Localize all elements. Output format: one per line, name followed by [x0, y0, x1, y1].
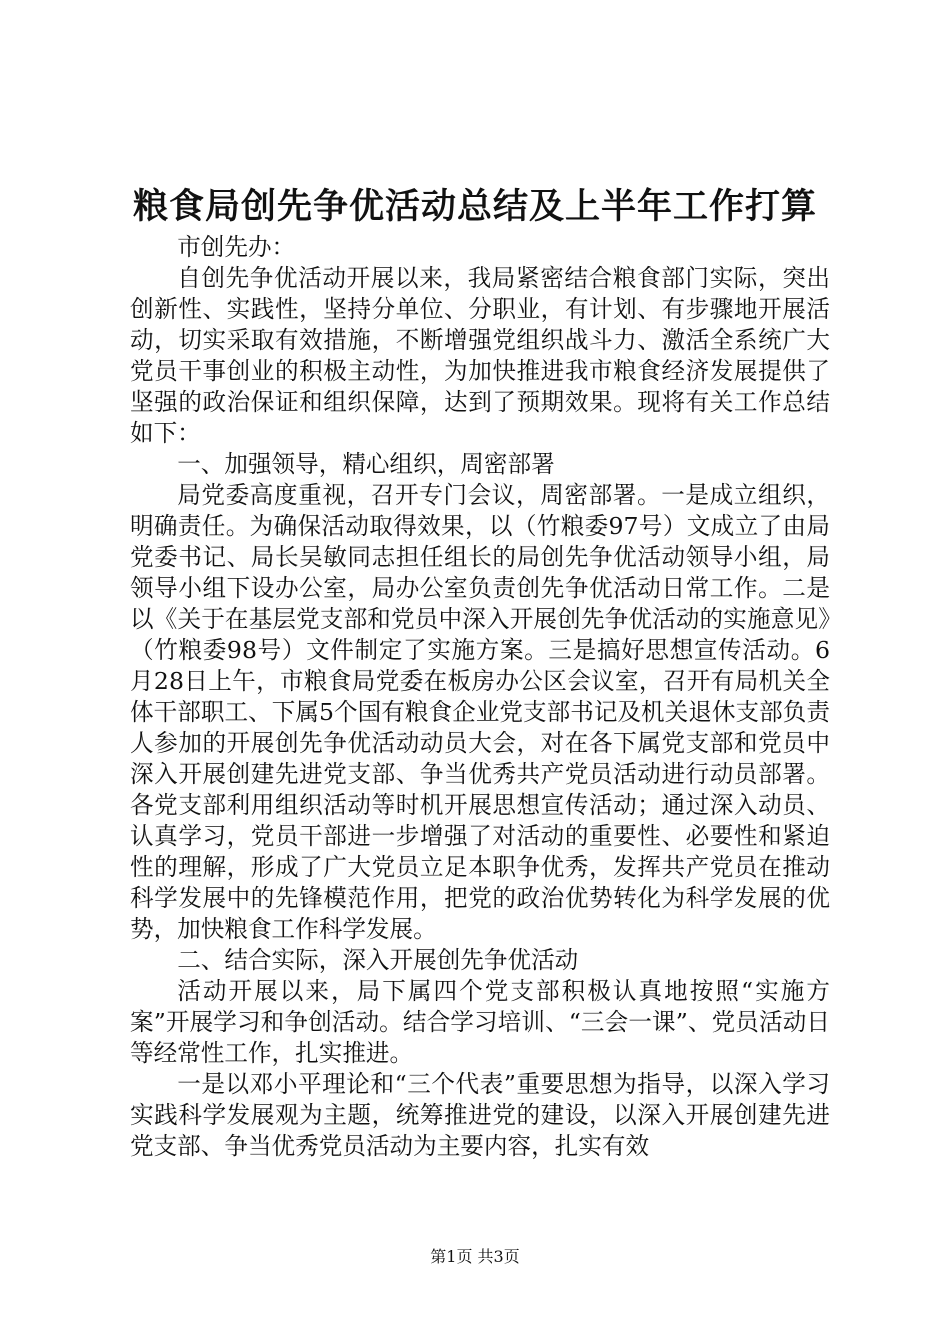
document-title: 粮食局创先争优活动总结及上半年工作打算	[132, 187, 817, 227]
section-heading-1: 一、加强领导，精心组织，周密部署	[177, 450, 555, 478]
section-heading-2: 二、结合实际，深入开展创先争优活动	[177, 946, 579, 974]
paragraph-section-1: 局党委高度重视，召开专门会议，周密部署。一是成立组织，明确责任。为确保活动取得效果，以（竹粮委97号）文成立了由局党委书记、局长吴敏同志担任组长的局创先争优活动领导小组，局领导小组下设办公室，局办公室负责创先争优活动日常工作。二是以《关于在基层党支部和党员中深入开展创先争优活动的实施意见》（竹粮委98号）文件制定了实施方案。三是搞好思想宣传活动。6月28日上午，市粮食局党委在板房办公区会议室，召开有局机关全体干部职工、下属5个国有粮食企业党支部书记及机关退休支部负责人参加的开展创先争优活动动员大会，对在各下属党支部和党员中深入开展创建先进党支部、争当优秀共产党员活动进行动员部署。各党支部利用组织活动等时机开展思想宣传活动；通过深入动员、认真学习，党员干部进一步增强了对活动的重要性、必要性和紧迫性的理解，形成了广大党员立足本职争优秀，发挥共产党员在推动科学发展中的先锋模范作用，把党的政治优势转化为科学发展的优势，加快粮食工作科学发展。	[130, 481, 830, 943]
document-body	[130, 232, 830, 1162]
paragraph-intro: 自创先争优活动开展以来，我局紧密结合粮食部门实际，突出创新性、实践性，坚持分单位、分职业，有计划、有步骤地开展活动，切实采取有效措施，不断增强党组织战斗力、激活全系统广大党员干事创业的积极主动性，为加快推进我市粮食经济发展提供了坚强的政治保证和组织保障，达到了预期效果。现将有关工作总结如下：	[130, 264, 830, 447]
salutation: 市创先办：	[177, 233, 296, 261]
page-footer: 第1页 共3页	[430, 1247, 520, 1266]
paragraph-section-2: 活动开展以来，局下属四个党支部积极认真地按照“实施方案”开展学习和争创活动。结合学习培训、“三会一课”、党员活动日等经常性工作，扎实推进。	[130, 977, 830, 1067]
paragraph-section-2-item-1: 一是以邓小平理论和“三个代表”重要思想为指导，以深入学习实践科学发展观为主题，统筹推进党的建设，以深入开展创建先进党支部、争当优秀党员活动为主要内容，扎实有效	[130, 1070, 830, 1160]
